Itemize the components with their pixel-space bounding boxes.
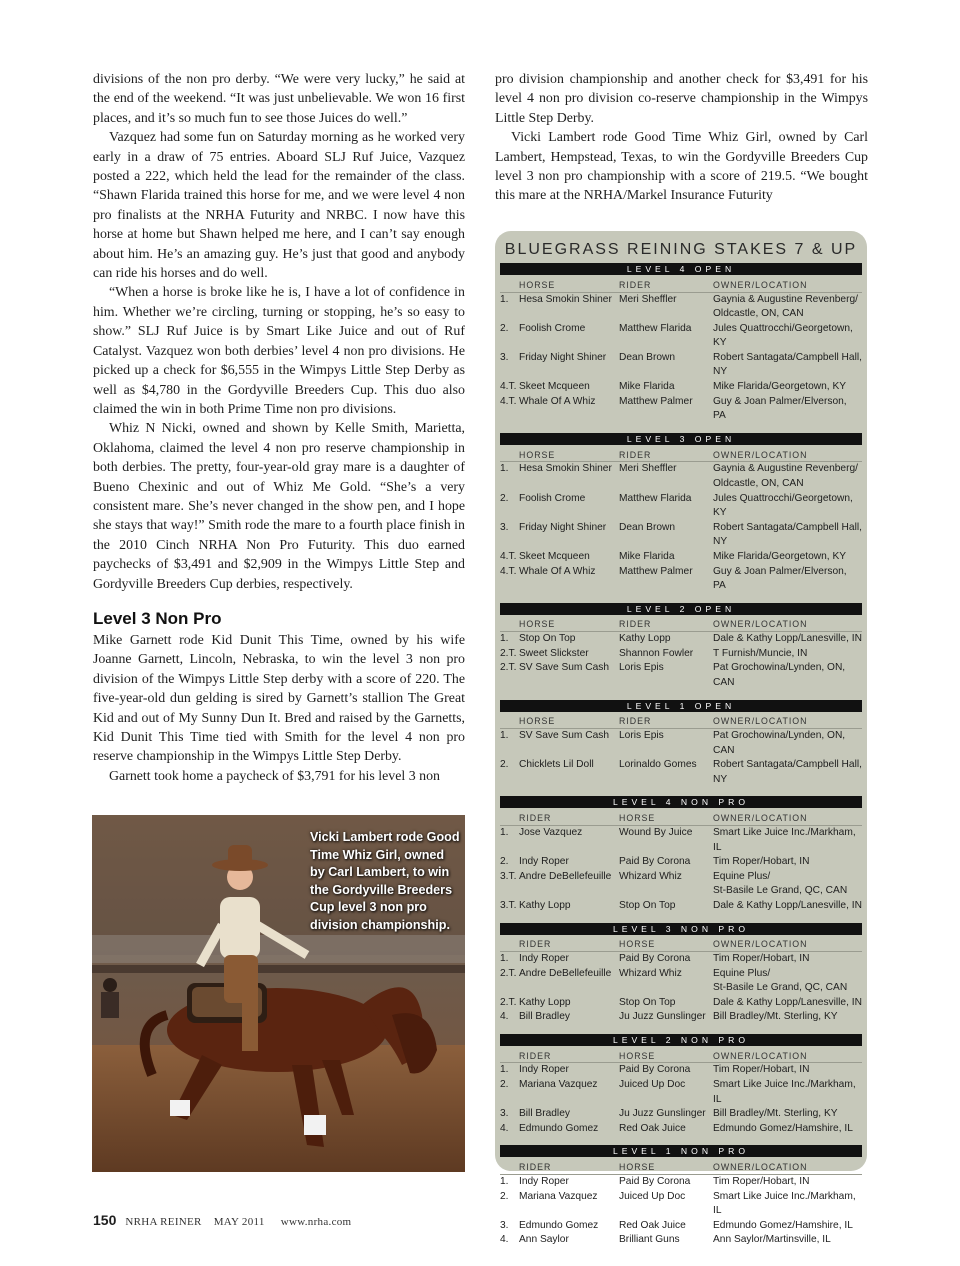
column-header: HORSE <box>519 448 619 462</box>
entry-cell: Stop On Top <box>619 996 676 1008</box>
entry-cell: Friday Night Shiner <box>519 521 607 533</box>
results-table <box>500 715 862 788</box>
results-table <box>500 811 862 913</box>
entry-cell: Stop On Top <box>619 899 676 911</box>
placing-cell: 2.T. <box>500 967 517 979</box>
table-row <box>500 380 862 395</box>
owner-location-cell: Jules Quattrocchi/Georgetown, KY <box>713 322 853 349</box>
article-right-column <box>495 70 868 206</box>
entry-cell: Paid By Corona <box>619 1175 691 1187</box>
entry-cell: Loris Epis <box>619 730 664 742</box>
entry-cell: Paid By Corona <box>619 1064 691 1076</box>
table-row <box>500 1063 862 1078</box>
entry-cell: Bill Bradley <box>519 1108 570 1120</box>
table-row <box>500 1107 862 1122</box>
results-sidebar <box>495 231 867 1246</box>
column-header: HORSE <box>519 618 619 632</box>
column-header-place <box>500 938 519 952</box>
entry-cell: Sweet Slickster <box>519 647 589 659</box>
owner-location-cell: Tim Roper/Hobart, IN <box>713 1064 810 1076</box>
column-header: HORSE <box>519 715 619 729</box>
placing-cell: 1. <box>500 293 509 305</box>
table-row <box>500 1122 862 1137</box>
entry-cell: Stop On Top <box>519 633 576 645</box>
column-header: RIDER <box>619 715 713 729</box>
placing-cell: 3.T. <box>500 870 517 882</box>
table-row <box>500 729 862 759</box>
entry-cell: Indy Roper <box>519 953 569 964</box>
entry-cell: Red Oak Juice <box>619 1122 686 1134</box>
table-row <box>500 1219 862 1234</box>
entry-cell: Edmundo Gomez <box>519 1122 599 1134</box>
placing-cell: 1. <box>500 826 509 838</box>
entry-cell: Kathy Lopp <box>519 996 571 1008</box>
table-header-row <box>500 1160 862 1174</box>
results-section <box>500 1145 862 1247</box>
column-header-place <box>500 715 519 729</box>
entry-cell: Dean Brown <box>619 521 676 533</box>
entry-cell: Matthew Palmer <box>619 395 693 407</box>
entry-cell: Red Oak Juice <box>619 1219 686 1231</box>
entry-cell: Mariana Vazquez <box>519 1079 598 1091</box>
entry-cell: Skeet Mcqueen <box>519 381 590 393</box>
table-row <box>500 1078 862 1107</box>
placing-cell: 2. <box>500 322 509 334</box>
placing-cell: 3. <box>500 1108 509 1120</box>
owner-location-cell: Robert Santagata/Campbell Hall, NY <box>713 759 862 785</box>
entry-cell: SV Save Sum Cash <box>519 662 610 674</box>
placing-cell: 2. <box>500 759 509 771</box>
results-table <box>500 938 862 1025</box>
placing-cell: 2.T. <box>500 996 517 1008</box>
results-section <box>500 263 862 424</box>
entry-cell: Juiced Up Doc <box>619 1190 686 1202</box>
paragraph: pro division championship and another check for $3,491 for his level 4 non pro division co-reserve championship in the Wimpys Little Step Derby. <box>495 72 868 126</box>
results-section <box>500 923 862 1025</box>
issue-date: MAY 2011 <box>213 1216 265 1228</box>
placing-cell: 2.T. <box>500 647 517 659</box>
column-header: HORSE <box>619 1160 713 1174</box>
entry-cell: Andre DeBellefeuille <box>519 967 612 979</box>
column-header: HORSE <box>619 811 713 825</box>
placing-cell: 2. <box>500 492 509 504</box>
placing-cell: 3. <box>500 521 509 533</box>
table-row <box>500 395 862 424</box>
entry-cell: Hesa Smokin Shiner <box>519 293 612 305</box>
owner-location-cell: Tim Roper/Hobart, IN <box>713 1175 810 1187</box>
entry-cell: Dean Brown <box>619 351 676 363</box>
column-header: RIDER <box>519 1049 619 1063</box>
entry-cell: Whizard Whiz <box>619 967 682 979</box>
owner-location-cell: Smart Like Juice Inc./Markham, IL <box>713 826 856 853</box>
column-header-place <box>500 448 519 462</box>
results-sections <box>500 263 862 1248</box>
table-header-row <box>500 1049 862 1063</box>
entry-cell: Jose Vazquez <box>519 826 583 838</box>
owner-location-cell: Robert Santagata/Campbell Hall, NY <box>713 351 862 378</box>
owner-location-cell: Smart Like Juice Inc./Markham, IL <box>713 1079 856 1105</box>
entry-cell: Whale Of A Whiz <box>519 565 596 577</box>
owner-location-cell: Pat Grochowina/Lynden, ON, CAN <box>713 662 846 688</box>
entry-cell: Loris Epis <box>619 662 664 674</box>
table-row <box>500 292 862 322</box>
owner-location-cell: Mike Flarida/Georgetown, KY <box>713 381 847 393</box>
column-header: RIDER <box>519 1160 619 1174</box>
table-row <box>500 952 862 967</box>
left-paragraphs <box>93 70 465 594</box>
column-header-place <box>500 618 519 632</box>
entry-cell: Matthew Palmer <box>619 565 693 577</box>
section-heading: LEVEL 3 OPEN <box>500 433 862 445</box>
section-heading: LEVEL 4 OPEN <box>500 263 862 275</box>
owner-location-cell: Guy & Joan Palmer/Elverson, PA <box>713 395 847 422</box>
column-header: OWNER/LOCATION <box>713 811 862 825</box>
owner-location-cell: Equine Plus/ St-Basile Le Grand, QC, CAN <box>713 870 848 897</box>
owner-location-cell: Robert Santagata/Campbell Hall, NY <box>713 521 862 548</box>
entry-cell: Brilliant Guns <box>619 1234 680 1246</box>
paragraph: Vazquez had some fun on Saturday morning as he worked very early in a draw of 75 entries. Aboard SLJ Ruf Juice, Vazquez posted a 222, which held the lead for the remainder of the class. “Shawn Flarida trained this horse for me, and we were level 4 non pro finalists at the NRHA Futurity and NRBC. I now have this horse at home but Shawn helped me here, and I can’t say enough about him. He’s an amazing guy. He’s just that good and anybody can ride his horses and do well. <box>93 130 465 282</box>
table-row <box>500 825 862 855</box>
entry-cell: Matthew Flarida <box>619 492 692 504</box>
owner-location-cell: Guy & Joan Palmer/Elverson, PA <box>713 565 847 592</box>
section-heading: LEVEL 4 NON PRO <box>500 796 862 808</box>
table-row <box>500 565 862 594</box>
entry-cell: Wound By Juice <box>619 826 693 838</box>
owner-location-cell: Gaynia & Augustine Revenberg/ Oldcastle, ON, CAN <box>713 463 858 489</box>
table-row <box>500 899 862 914</box>
table-row <box>500 1233 862 1248</box>
owner-location-cell: Edmundo Gomez/Hamshire, IL <box>713 1219 853 1231</box>
paragraph: “When a horse is broke like he is, I have a lot of confidence in him. Whether we’re circling, turning or stopping, he’s so easy to show.” SLJ Ruf Juice is by Smart Like Juice and out of Ruf Catalyst. Vazquez won both derbies’ level 4 non pro divisions. He picked up a check for $6,555 in the Wimpys Little Step Derby as well as $4,780 in the Gordyville Breeders Cup. This duo also claimed the win in both Prime Time non pro divisions. <box>93 285 465 417</box>
table-row <box>500 550 862 565</box>
entry-cell: Skeet Mcqueen <box>519 550 590 562</box>
results-section <box>500 603 862 691</box>
paragraph: divisions of the non pro derby. “We were very lucky,” he said at the end of the weekend. “It was just unbelievable. We won 16 first places, and it’s so much fun to see those Juices do well.” <box>93 72 465 126</box>
owner-location-cell: Pat Grochowina/Lynden, ON, CAN <box>713 730 846 756</box>
table-header-row <box>500 448 862 462</box>
entry-cell: Foolish Crome <box>519 492 586 504</box>
results-section <box>500 433 862 594</box>
owner-location-cell: Tim Roper/Hobart, IN <box>713 953 810 964</box>
placing-cell: 1. <box>500 463 509 475</box>
table-row <box>500 1010 862 1025</box>
entry-cell: Meri Sheffler <box>619 463 677 475</box>
owner-location-cell: Equine Plus/ St-Basile Le Grand, QC, CAN <box>713 967 848 994</box>
photo-caption: Vicki Lambert rode Good Time Whiz Girl, owned by Carl Lambert, to win the Gordyville Breeders Cup level 3 non pro division championship. <box>310 830 460 932</box>
placing-cell: 4. <box>500 1122 509 1134</box>
entry-cell: Andre DeBellefeuille <box>519 870 612 882</box>
column-header: OWNER/LOCATION <box>713 1160 862 1174</box>
entry-cell: Indy Roper <box>519 1175 569 1187</box>
paragraph: Whiz N Nicki, owned and shown by Kelle Smith, Marietta, Oklahoma, claimed the level 4 non pro reserve championship in both derbies. The pretty, four-year-old gray mare is a daughter of Bueno Chexinic and out of Whiz Me Gold. “She’s a very consistent mare. She’s never changed in the show pen, and I hope she stays that way!” Smith rode the mare to a fourth place finish in the 2010 Cinch NRHA Non Pro Futurity. This duo earned paychecks of $3,491 and $2,909 in the Wimpys Little Step and Gordyville Breeders Cup derbies, respectively. <box>93 421 465 592</box>
entry-cell: Mike Flarida <box>619 550 675 562</box>
section-heading: LEVEL 1 NON PRO <box>500 1145 862 1157</box>
results-table <box>500 1049 862 1136</box>
paragraph: Vicki Lambert rode Good Time Whiz Girl, owned by Carl Lambert, Hempstead, Texas, to win the Gordyville Breeders Cup level 3 non pro championship with a score of 219.5. “We bought this mare at the NRHA/Markel Insurance Futurity <box>495 130 868 204</box>
table-row <box>500 647 862 662</box>
column-header: OWNER/LOCATION <box>713 715 862 729</box>
entry-cell: Ann Saylor <box>519 1234 569 1246</box>
entry-cell: Kathy Lopp <box>619 633 671 645</box>
entry-cell: Whale Of A Whiz <box>519 395 596 407</box>
paragraph: Garnett took home a paycheck of $3,791 for his level 3 non <box>109 768 440 784</box>
table-row <box>500 322 862 351</box>
rider-photo <box>92 815 465 1172</box>
entry-cell: Friday Night Shiner <box>519 351 607 363</box>
section-subhead: Level 3 Non Pro <box>93 608 222 628</box>
article-left-column <box>93 70 465 786</box>
entry-cell: Paid By Corona <box>619 856 691 868</box>
placing-cell: 3.T. <box>500 899 517 911</box>
column-header: HORSE <box>619 938 713 952</box>
section-heading: LEVEL 2 NON PRO <box>500 1034 862 1046</box>
results-table <box>500 618 862 691</box>
entry-cell: Juiced Up Doc <box>619 1079 686 1091</box>
page-footer <box>93 1212 351 1230</box>
entry-cell: Indy Roper <box>519 856 569 868</box>
placing-cell: 1. <box>500 633 509 645</box>
table-header-row <box>500 618 862 632</box>
results-table <box>500 278 862 424</box>
column-header: OWNER/LOCATION <box>713 448 862 462</box>
section-heading: LEVEL 2 OPEN <box>500 603 862 615</box>
placing-cell: 4.T. <box>500 550 517 562</box>
entry-cell: Mike Flarida <box>619 381 675 393</box>
entry-cell: Edmundo Gomez <box>519 1219 599 1231</box>
table-row <box>500 351 862 380</box>
entry-cell: Chicklets Lil Doll <box>519 759 594 771</box>
owner-location-cell: Gaynia & Augustine Revenberg/ Oldcastle, ON, CAN <box>713 293 858 320</box>
page-number: 150 <box>93 1212 117 1228</box>
placing-cell: 2. <box>500 1190 509 1202</box>
placing-cell: 1. <box>500 1175 509 1187</box>
table-row <box>500 996 862 1011</box>
placing-cell: 2. <box>500 1079 509 1091</box>
column-header: RIDER <box>519 938 619 952</box>
column-header: OWNER/LOCATION <box>713 278 862 292</box>
owner-location-cell: Mike Flarida/Georgetown, KY <box>713 550 847 562</box>
entry-cell: Shannon Fowler <box>619 647 694 659</box>
table-row <box>500 492 862 521</box>
entry-cell: Kathy Lopp <box>519 899 571 911</box>
entry-cell: Mariana Vazquez <box>519 1190 598 1202</box>
section-heading: LEVEL 1 OPEN <box>500 700 862 712</box>
column-header-place <box>500 1160 519 1174</box>
entry-cell: Bill Bradley <box>519 1011 570 1023</box>
owner-location-cell: Ann Saylor/Martinsville, IL <box>713 1234 831 1246</box>
section-heading: LEVEL 3 NON PRO <box>500 923 862 935</box>
placing-cell: 2.T. <box>500 662 517 674</box>
column-header-place <box>500 278 519 292</box>
table-header-row <box>500 811 862 825</box>
placing-cell: 1. <box>500 1064 509 1076</box>
table-row <box>500 632 862 647</box>
owner-location-cell: Dale & Kathy Lopp/Lanesville, IN <box>713 633 862 645</box>
placing-cell: 1. <box>500 953 509 964</box>
table-header-row <box>500 278 862 292</box>
table-row <box>500 870 862 899</box>
column-header: HORSE <box>619 1049 713 1063</box>
results-section <box>500 796 862 913</box>
entry-cell: Matthew Flarida <box>619 322 692 334</box>
website-url: www.nrha.com <box>280 1216 352 1228</box>
results-title: BLUEGRASS REINING STAKES 7 & UP <box>504 241 858 258</box>
entry-cell: Lorinaldo Gomes <box>619 759 697 771</box>
owner-location-cell: Jules Quattrocchi/Georgetown, KY <box>713 492 853 519</box>
paragraph: Mike Garnett rode Kid Dunit This Time, owned by his wife Joanne Garnett, Lincoln, Nebraska, to win the level 3 non pro division of the Wimpys Little Step derby with a score of 220. The five-year-old dun gelding is sired by Garnett’s stallion The Great Kid and out of My Sunny Dun It. Bred and raised by the Garnetts, Kid Dunit This Time tied with Smith for the level 4 non pro reserve championship in the Wimpys Little Step Derby. <box>93 632 465 765</box>
column-header: OWNER/LOCATION <box>713 938 862 952</box>
entry-cell: Meri Sheffler <box>619 293 677 305</box>
table-row <box>500 1174 862 1189</box>
placing-cell: 1. <box>500 730 509 742</box>
entry-cell: Indy Roper <box>519 1064 569 1076</box>
results-section <box>500 1034 862 1136</box>
entry-cell: SV Save Sum Cash <box>519 730 610 742</box>
owner-location-cell: Dale & Kathy Lopp/Lanesville, IN <box>713 899 862 911</box>
owner-location-cell: Bill Bradley/Mt. Sterling, KY <box>713 1108 838 1120</box>
owner-location-cell: Tim Roper/Hobart, IN <box>713 856 810 868</box>
owner-location-cell: Bill Bradley/Mt. Sterling, KY <box>713 1011 838 1023</box>
right-paragraphs <box>495 70 868 206</box>
table-row <box>500 521 862 550</box>
table-header-row <box>500 715 862 729</box>
table-row <box>500 967 862 996</box>
table-header-row <box>500 938 862 952</box>
column-header: RIDER <box>519 811 619 825</box>
column-header: OWNER/LOCATION <box>713 618 862 632</box>
table-row <box>500 855 862 870</box>
column-header: OWNER/LOCATION <box>713 1049 862 1063</box>
column-header: RIDER <box>619 618 713 632</box>
placing-cell: 4.T. <box>500 381 517 393</box>
table-row <box>500 758 862 787</box>
table-row <box>500 661 862 690</box>
table-row <box>500 1190 862 1219</box>
placing-cell: 4.T. <box>500 395 517 407</box>
placing-cell: 3. <box>500 1219 509 1231</box>
left-paragraphs-2 <box>93 631 465 786</box>
column-header: RIDER <box>619 278 713 292</box>
entry-cell: Whizard Whiz <box>619 870 682 882</box>
owner-location-cell: Dale & Kathy Lopp/Lanesville, IN <box>713 996 862 1008</box>
entry-cell: Paid By Corona <box>619 953 691 964</box>
column-header: HORSE <box>519 278 619 292</box>
owner-location-cell: Edmundo Gomez/Hamshire, IL <box>713 1122 853 1134</box>
owner-location-cell: Smart Like Juice Inc./Markham, IL <box>713 1190 856 1217</box>
placing-cell: 4.T. <box>500 565 517 577</box>
placing-cell: 3. <box>500 351 509 363</box>
column-header-place <box>500 1049 519 1063</box>
placing-cell: 4. <box>500 1234 509 1246</box>
table-row <box>500 462 862 492</box>
entry-cell: Hesa Smokin Shiner <box>519 463 612 475</box>
entry-cell: Foolish Crome <box>519 322 586 334</box>
entry-cell: Ju Juzz Gunslinger <box>619 1108 706 1120</box>
results-table <box>500 1160 862 1247</box>
publication-name: NRHA REINER <box>125 1216 202 1228</box>
results-table <box>500 448 862 594</box>
entry-cell: Ju Juzz Gunslinger <box>619 1011 706 1023</box>
results-section <box>500 700 862 788</box>
owner-location-cell: T Furnish/Muncie, IN <box>713 647 808 659</box>
column-header: RIDER <box>619 448 713 462</box>
placing-cell: 2. <box>500 856 509 868</box>
column-header-place <box>500 811 519 825</box>
placing-cell: 4. <box>500 1011 509 1023</box>
